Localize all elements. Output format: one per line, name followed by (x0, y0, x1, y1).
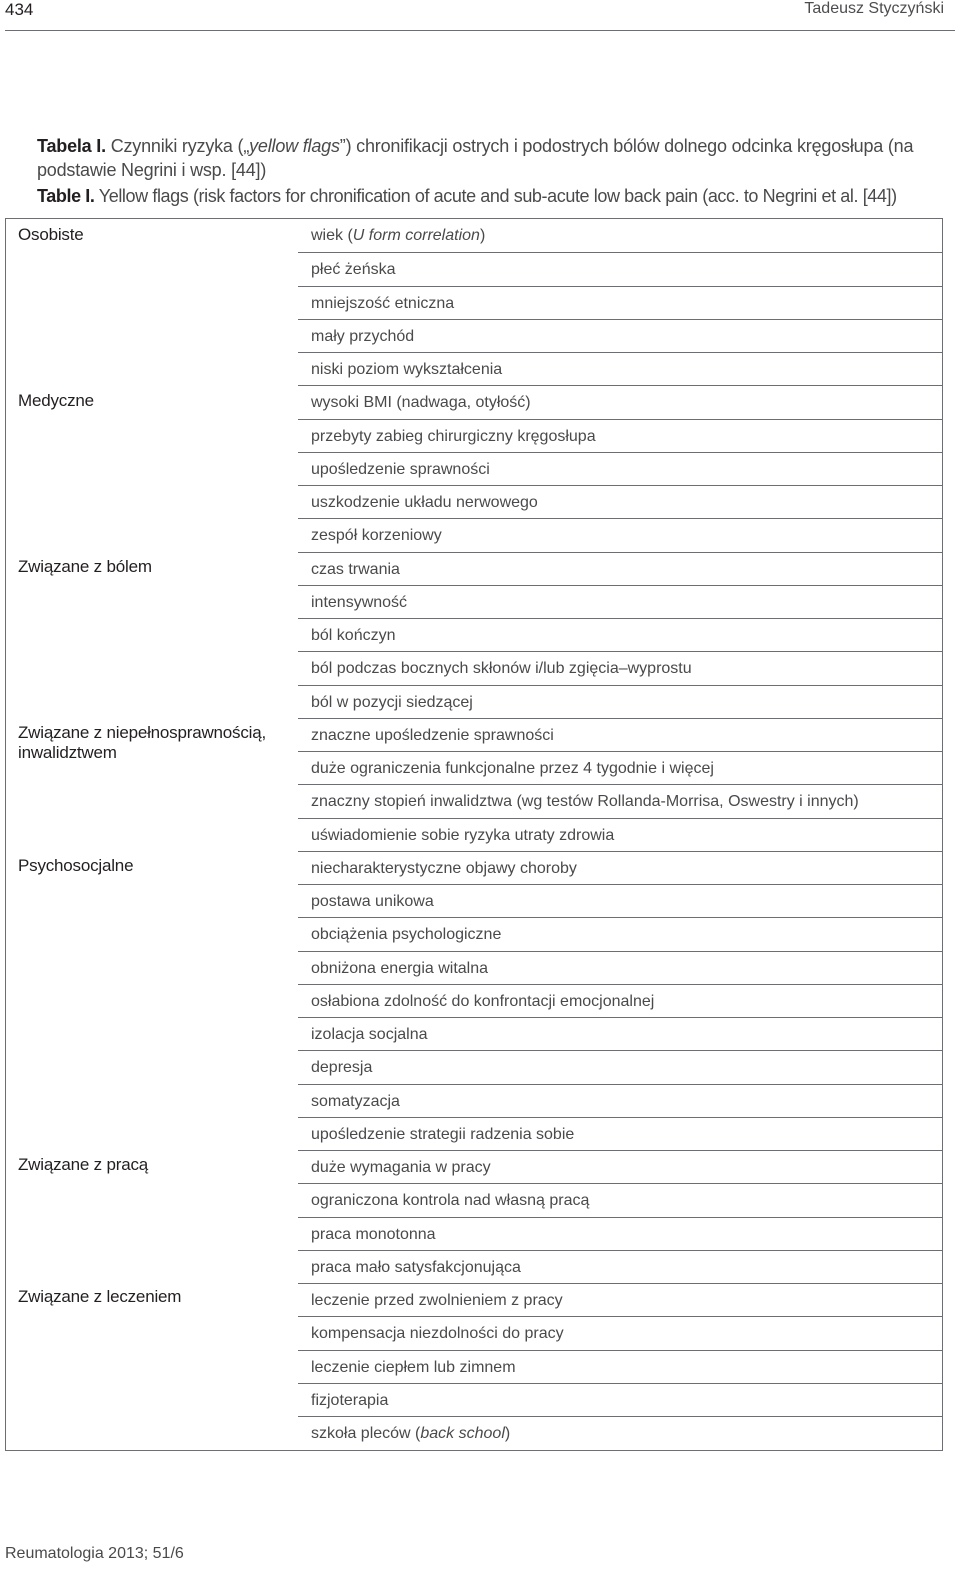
table-row (298, 385, 942, 418)
table-row (298, 552, 942, 585)
table-row (298, 951, 942, 984)
risk-factor-item: zespół korzeniowy (311, 527, 442, 545)
table-row (298, 1416, 942, 1449)
table-row (298, 917, 942, 950)
table-row (298, 1183, 942, 1216)
risk-factor-item: wiek (U form correlation) (311, 227, 486, 244)
risk-factor-item: niski poziom wykształcenia (311, 361, 503, 378)
table-row (298, 1316, 942, 1349)
caption-label-english: Table I. (37, 186, 95, 206)
risk-factor-item: ból kończyn (311, 627, 396, 644)
risk-factor-item: niecharakterystyczne objawy choroby (311, 859, 577, 877)
risk-factor-item: leczenie przed zwolnieniem z pracy (311, 1292, 563, 1309)
risk-factor-item: leczenie ciepłem lub zimnem (311, 1358, 516, 1376)
table-row (298, 784, 942, 817)
caption-text-english: Yellow flags (risk factors for chronification of acute and sub-acute low back pain (acc. to Negrini et al. [44]) (98, 186, 897, 206)
risk-factor-item: depresja (311, 1059, 373, 1077)
table-row (298, 818, 942, 851)
risk-factor-item: obciążenia psychologiczne (311, 926, 502, 944)
table-row (298, 1283, 942, 1316)
risk-factor-item: kompensacja niezdolności do pracy (311, 1325, 564, 1343)
risk-factor-item: szkoła pleców (back school) (311, 1425, 511, 1442)
table-row (298, 286, 942, 319)
table-row (298, 718, 942, 751)
table-row (298, 485, 942, 518)
table-row (298, 1350, 942, 1383)
category-psychosocial: Psychosocjalne (18, 856, 134, 875)
table-row (298, 685, 942, 718)
risk-factor-item: mniejszość etniczna (311, 294, 455, 312)
table-row (298, 352, 942, 385)
table-row (298, 851, 942, 884)
risk-factor-item: znaczne upośledzenie sprawności (311, 726, 554, 744)
risk-factor-item: fizjoterapia (311, 1391, 389, 1409)
risk-factor-item: znaczny stopień inwalidztwa (wg testów Rollanda-Morrisa, Oswestry i innych) (311, 793, 859, 811)
table-row (298, 1383, 942, 1416)
risk-factor-item: duże ograniczenia funkcjonalne przez 4 tygodnie i więcej (311, 760, 714, 777)
table-row (298, 751, 942, 784)
risk-factor-item: izolacja socjalna (311, 1026, 428, 1043)
table-caption-english (37, 184, 947, 208)
risk-factor-item: intensywność (311, 593, 408, 611)
caption-text-polish: Czynniki ryzyka („yellow flags”) chronifikacji ostrych i podostrych bólów dolnego odcinka kręgosłupa (na podstawie Negrini i wsp. [44]) (37, 136, 914, 180)
category-treatment-related: Związane z leczeniem (18, 1287, 182, 1306)
table-row (298, 1017, 942, 1050)
caption-label-polish: Tabela I. (37, 136, 106, 156)
category-medical: Medyczne (18, 391, 94, 410)
risk-factor-item: praca monotonna (311, 1225, 436, 1243)
category-disability-related: Związane z niepełnosprawnością, inwalidztwem (18, 723, 266, 762)
risk-factor-item: płeć żeńska (311, 261, 396, 279)
category-pain-related: Związane z bólem (18, 557, 152, 576)
risk-factor-item: uszkodzenie układu nerwowego (311, 494, 538, 511)
table-row (298, 618, 942, 651)
risk-factor-item: uświadomienie sobie ryzyka utraty zdrowia (311, 826, 615, 844)
table-row (298, 1150, 942, 1183)
risk-factor-item: upośledzenie strategii radzenia sobie (311, 1125, 575, 1143)
risk-factor-item: wysoki BMI (nadwaga, otyłość) (311, 394, 531, 412)
risk-factor-item: mały przychód (311, 327, 415, 345)
table-row (298, 585, 942, 618)
running-header-author: Tadeusz Styczyński (804, 0, 944, 17)
table-row (298, 1117, 942, 1150)
journal-footer: Reumatologia 2013; 51/6 (5, 1545, 184, 1562)
risk-factor-item: postawa unikowa (311, 893, 434, 910)
table-row (298, 252, 942, 285)
risk-factor-item: osłabiona zdolność do konfrontacji emocjonalnej (311, 992, 655, 1010)
risk-factor-item: przebyty zabieg chirurgiczny kręgosłupa (311, 427, 596, 445)
risk-factor-item: ból podczas bocznych skłonów i/lub zgięcia–wyprostu (311, 660, 692, 678)
table-caption-polish (37, 134, 937, 182)
risk-factor-item: praca mało satysfakcjonująca (311, 1258, 521, 1276)
risk-factor-item: ból w pozycji siedzącej (311, 693, 473, 711)
table-row (298, 884, 942, 917)
table-row (298, 1217, 942, 1250)
table-row (298, 651, 942, 684)
table-row (298, 1084, 942, 1117)
risk-factor-item: upośledzenie sprawności (311, 460, 490, 478)
risk-factor-item: duże wymagania w pracy (311, 1159, 491, 1176)
risk-factor-item: czas trwania (311, 560, 400, 578)
table-row (298, 319, 942, 352)
table-row (298, 518, 942, 551)
table-row (298, 984, 942, 1017)
table-row (298, 419, 942, 452)
table-row (298, 452, 942, 485)
table-row (298, 219, 942, 252)
risk-factor-item: ograniczona kontrola nad własną pracą (311, 1192, 590, 1210)
risk-factor-item: obniżona energia witalna (311, 959, 489, 977)
header-divider (5, 30, 955, 31)
table-row (298, 1050, 942, 1083)
category-work-related: Związane z pracą (18, 1155, 149, 1174)
table-row (298, 1250, 942, 1283)
risk-factor-item: somatyzacja (311, 1092, 400, 1110)
page-number: 434 (5, 0, 34, 19)
category-personal: Osobiste (18, 225, 84, 244)
